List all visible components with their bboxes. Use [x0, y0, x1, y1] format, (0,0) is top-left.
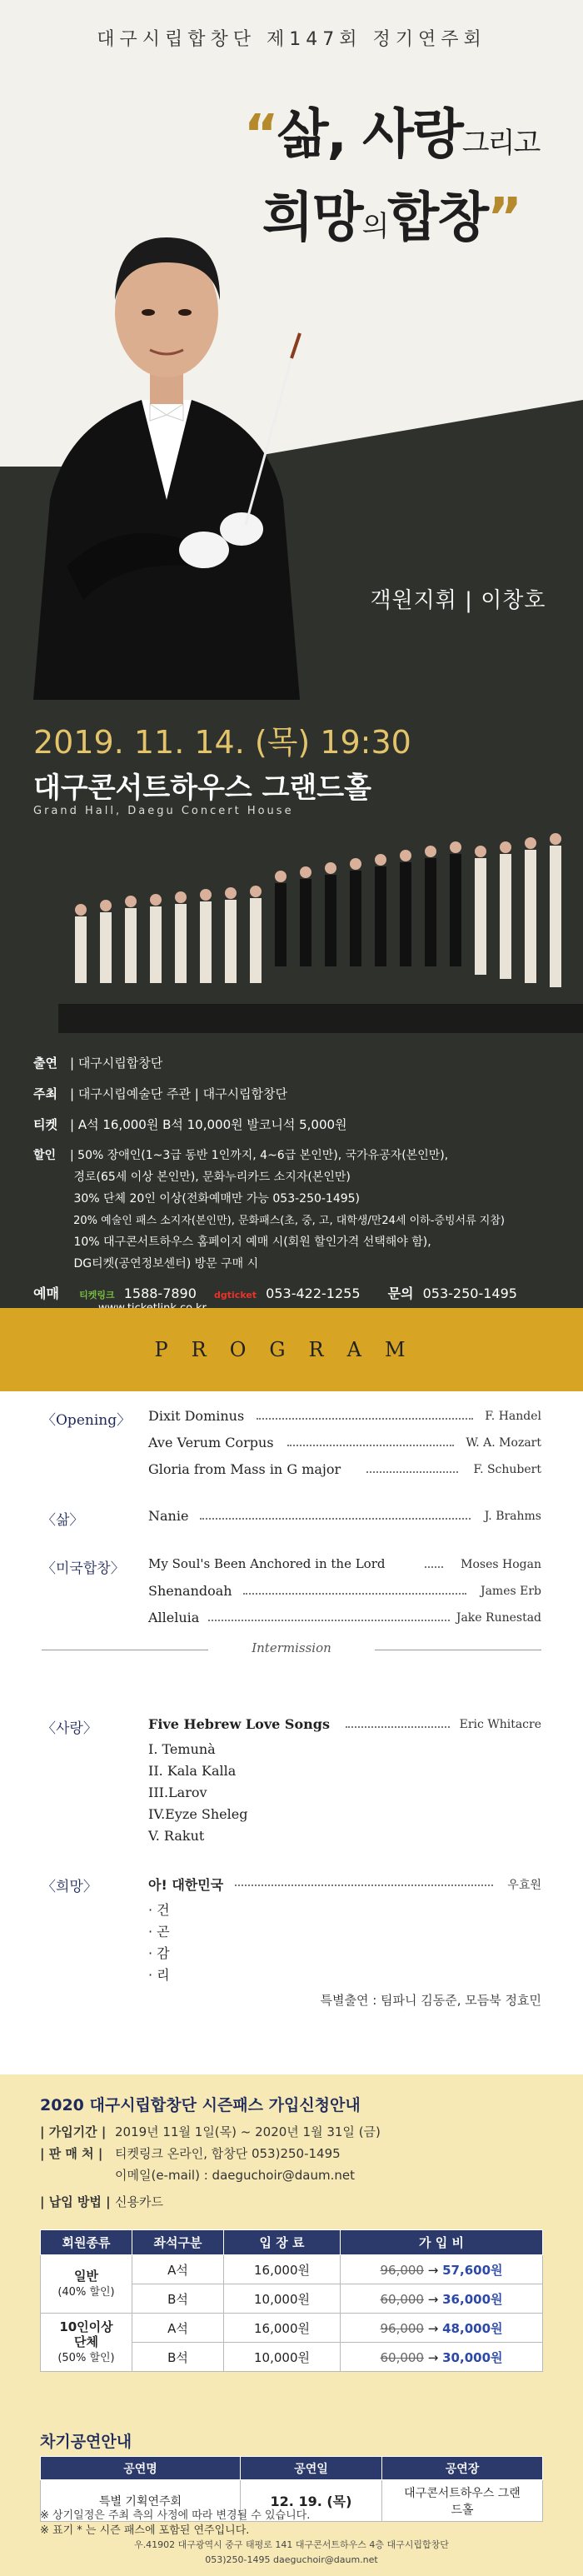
- arrow-icon: →: [427, 2349, 439, 2365]
- booking-phone-1[interactable]: 1588-7890: [123, 1286, 197, 1301]
- info-row-discount-5: [33, 1233, 431, 1250]
- info-text: 30% 단체 20인 이상(전화예매만 가능 053-250-1495): [70, 1192, 361, 1206]
- discounted-fee: 36,000원: [442, 2291, 503, 2307]
- piece-composer: F. Handel: [485, 1410, 541, 1423]
- title-chorus: 합창: [387, 187, 488, 249]
- conductor-label: 객원지휘 | 이창호: [370, 588, 546, 613]
- info-row-cast: [33, 1054, 162, 1071]
- leader-dots: [346, 1726, 450, 1728]
- piece-composer: Eric Whitacre: [459, 1718, 541, 1731]
- discounted-fee: 48,000원: [442, 2320, 503, 2336]
- seat-class: A석: [132, 2255, 224, 2284]
- movement: III.Larov: [148, 1785, 207, 1800]
- movement: · 건: [148, 1902, 170, 1918]
- piece-title: 아! 대한민국: [148, 1877, 224, 1893]
- movement: · 곤: [148, 1924, 170, 1939]
- member-type-discount: (40% 할인): [57, 2285, 115, 2299]
- table-header-row: [41, 2230, 543, 2255]
- season-row-key: | 가입기간 |: [40, 2124, 107, 2139]
- piece-title: Alleluia: [148, 1610, 200, 1625]
- discounted-fee: 30,000원: [442, 2349, 503, 2365]
- next-concert-venue: 대구콘서트하우스 그랜드홀: [382, 2480, 543, 2522]
- info-label: 주최: [33, 1086, 57, 1101]
- open-quote-icon: “: [243, 104, 277, 166]
- arrow-icon: →: [427, 2291, 439, 2307]
- info-row-discount-2: [33, 1168, 351, 1185]
- season-row-value: 신용카드: [115, 2194, 163, 2209]
- season-row: [40, 2193, 163, 2210]
- piece-title: Shenandoah: [148, 1583, 232, 1599]
- concert-info-section: [0, 700, 583, 1308]
- arrow-icon: →: [427, 2320, 439, 2336]
- piece-title: Gloria from Mass in G major: [148, 1461, 341, 1477]
- member-type-name: 일반: [74, 2268, 98, 2284]
- section-hope: 〈희망〉: [42, 1879, 97, 1895]
- season-pass-title: 2020 대구시립합창단 시즌패스 가입신청안내: [40, 2096, 361, 2114]
- section-american-chorus: 〈미국합창〉: [42, 1560, 125, 1577]
- member-type-name: 10인이상 단체: [59, 2319, 113, 2349]
- leader-dots: [235, 1885, 493, 1886]
- admission-price: 10,000원: [224, 2343, 341, 2372]
- title-hope: 희망: [262, 187, 362, 249]
- movement: V. Rakut: [148, 1828, 205, 1844]
- concert-series-title: 대구시립합창단 제147회 정기연주회: [97, 29, 486, 50]
- season-row: [40, 2166, 355, 2184]
- info-text: 20% 예술인 패스 소지자(본인만), 문화패스(초, 중, 고, 대학생/만24세 이하-증빙서류 지참): [70, 1215, 505, 1227]
- footer-address: 우.41902 대구광역시 중구 태평로 141 대구콘서트하우스 4층 대구시립합창단: [134, 2539, 449, 2550]
- program-title: PROGRAM: [154, 1338, 429, 1361]
- membership-fee: [341, 2284, 543, 2314]
- movement: II. Kala Kalla: [148, 1763, 237, 1779]
- inquiry-phone[interactable]: 053-250-1495: [422, 1286, 517, 1301]
- piece-composer: F. Schubert: [473, 1463, 541, 1476]
- piece-composer: Jake Runestad: [456, 1611, 541, 1625]
- movement: · 리: [148, 1967, 170, 1983]
- info-row-discount-6: [33, 1255, 258, 1271]
- conductor-photo: [17, 150, 316, 700]
- movement: I. Temunà: [148, 1741, 216, 1757]
- table-row: [41, 2255, 543, 2284]
- membership-fee: [341, 2314, 543, 2343]
- table-header: 입 장 료: [224, 2230, 341, 2255]
- piece-title: My Soul's Been Anchored in the Lord: [148, 1556, 386, 1571]
- title-and: 그리고: [461, 127, 540, 160]
- admission-price: 16,000원: [224, 2314, 341, 2343]
- footer: [0, 2538, 583, 2568]
- info-label: 티켓: [33, 1117, 57, 1132]
- info-row-discount-4: [33, 1211, 505, 1227]
- season-row: [40, 2144, 341, 2162]
- season-row-key: | 납입 방법 |: [40, 2194, 111, 2209]
- leader-dots: [200, 1518, 471, 1520]
- movement: · 감: [148, 1945, 170, 1961]
- info-row-discount: [33, 1146, 448, 1163]
- piece-title: Ave Verum Corpus: [148, 1435, 274, 1450]
- hero-section: [0, 0, 583, 700]
- table-header: 공연명: [41, 2457, 241, 2480]
- season-row-value[interactable]: 이메일(e-mail) : daeguchoir@daum.net: [115, 2168, 355, 2183]
- next-concert-title: 차기공연안내: [40, 2433, 132, 2451]
- note: ※ 표기 * 는 시즌 패스에 포함된 연주입니다.: [40, 2524, 250, 2537]
- piece-composer: James Erb: [480, 1585, 541, 1598]
- piece-title: Nanie: [148, 1508, 189, 1524]
- table-header: 공연일: [241, 2457, 382, 2480]
- member-type: [41, 2314, 132, 2372]
- next-concert-name: 특별 기획연주회: [41, 2480, 241, 2522]
- season-row-value: 티켓링크 온라인, 합창단 053)250-1495: [115, 2146, 341, 2161]
- info-label: 출연: [33, 1056, 57, 1071]
- admission-price: 10,000원: [224, 2284, 341, 2314]
- discounted-fee: 57,600원: [442, 2262, 503, 2278]
- section-love: 〈사랑〉: [42, 1720, 97, 1737]
- leader-dots: [257, 1418, 473, 1420]
- info-text: 경로(65세 이상 본인만), 문화누리카드 소지자(본인만): [70, 1171, 351, 1184]
- leader-dots: [243, 1593, 466, 1595]
- arrow-icon: →: [427, 2262, 439, 2278]
- info-row-ticket: [33, 1116, 347, 1133]
- original-fee: 60,000: [380, 2291, 424, 2307]
- booking-label: 예매: [33, 1286, 59, 1301]
- info-text: | 대구시립예술단 주관 | 대구시립합창단: [70, 1086, 288, 1101]
- info-text: 10% 대구콘서트하우스 홈페이지 예매 시(회원 할인가격 선택해야 함),: [70, 1236, 431, 1249]
- season-row-key: | 판 매 처 |: [40, 2146, 103, 2161]
- info-text: DG티켓(공연정보센터) 방문 구매 시: [70, 1257, 259, 1271]
- piece-composer: J. Brahms: [484, 1510, 541, 1523]
- table-header: 공연장: [382, 2457, 543, 2480]
- season-pass-table: [40, 2229, 543, 2372]
- info-label: 할인: [33, 1149, 57, 1162]
- info-text: | A석 16,000원 B석 10,000원 발코니석 5,000원: [70, 1117, 347, 1132]
- leader-dots: [425, 1566, 443, 1568]
- season-row: [40, 2123, 381, 2140]
- title-of: 의: [361, 210, 388, 243]
- leader-dots: [366, 1471, 458, 1473]
- special-guests: 특별출연 : 팀파니 김동준, 모듬북 정효민: [320, 1993, 541, 2008]
- table-row: [41, 2314, 543, 2343]
- seat-class: A석: [132, 2314, 224, 2343]
- table-header-row: [41, 2457, 543, 2480]
- original-fee: 96,000: [380, 2320, 424, 2336]
- ticketlink-logo: 티켓링크: [79, 1290, 115, 1300]
- piece-composer: 우효원: [507, 1879, 541, 1892]
- info-row-discount-3: [33, 1190, 360, 1206]
- info-text: | 50% 장애인(1~3급 동반 1인까지, 4~6급 본인만), 국가유공자(본인만),: [70, 1149, 449, 1162]
- piece-composer: W. A. Mozart: [466, 1436, 541, 1450]
- info-row-host: [33, 1085, 287, 1102]
- choir-photo: [58, 825, 583, 1033]
- concert-venue-english: Grand Hall, Daegu Concert House: [33, 805, 294, 817]
- concert-date: 2019. 11. 14. (목) 19:30: [33, 724, 411, 761]
- admission-price: 16,000원: [224, 2255, 341, 2284]
- original-fee: 60,000: [380, 2349, 424, 2365]
- concert-venue: 대구콘서트하우스 그랜드홀: [33, 771, 371, 805]
- table-header: 가 입 비: [341, 2230, 543, 2255]
- intermission-label: Intermission: [252, 1640, 331, 1655]
- seat-class: B석: [132, 2284, 224, 2314]
- section-life: 〈삶〉: [42, 1512, 84, 1529]
- leader-dots: [287, 1445, 454, 1446]
- booking-row: [33, 1283, 517, 1302]
- season-row-value: 2019년 11월 1일(목) ~ 2020년 1월 31일 (금): [115, 2124, 381, 2139]
- info-text: | 대구시립합창단: [70, 1056, 163, 1071]
- member-type-discount: (50% 할인): [57, 2351, 115, 2364]
- table-header: 좌석구분: [132, 2230, 224, 2255]
- inquiry-label: 문의: [387, 1286, 414, 1301]
- table-header: 회원종류: [41, 2230, 132, 2255]
- movement: IV.Eyze Sheleg: [148, 1806, 248, 1822]
- title-life-love: 삶, 사랑: [277, 104, 462, 166]
- close-quote-icon: ”: [487, 187, 521, 249]
- piece-composer: Moses Hogan: [461, 1558, 541, 1571]
- member-type: [41, 2255, 132, 2314]
- booking-phone-2[interactable]: 053-422-1255: [266, 1286, 361, 1301]
- piece-title: Five Hebrew Love Songs: [148, 1716, 330, 1732]
- note: ※ 상기일정은 주최 측의 사정에 따라 변경될 수 있습니다.: [40, 2509, 311, 2522]
- section-opening: 〈Opening〉: [42, 1412, 132, 1429]
- seat-class: B석: [132, 2343, 224, 2372]
- piece-title: Dixit Dominus: [148, 1408, 245, 1424]
- footer-contact[interactable]: 053)250-1495 daeguchoir@daum.net: [205, 2554, 378, 2565]
- membership-fee: [341, 2343, 543, 2372]
- membership-fee: [341, 2255, 543, 2284]
- original-fee: 96,000: [380, 2262, 424, 2278]
- leader-dots: [208, 1620, 450, 1621]
- dgticket-logo: dgticket: [214, 1290, 257, 1300]
- next-concert-date: 12. 19. (목): [241, 2480, 382, 2522]
